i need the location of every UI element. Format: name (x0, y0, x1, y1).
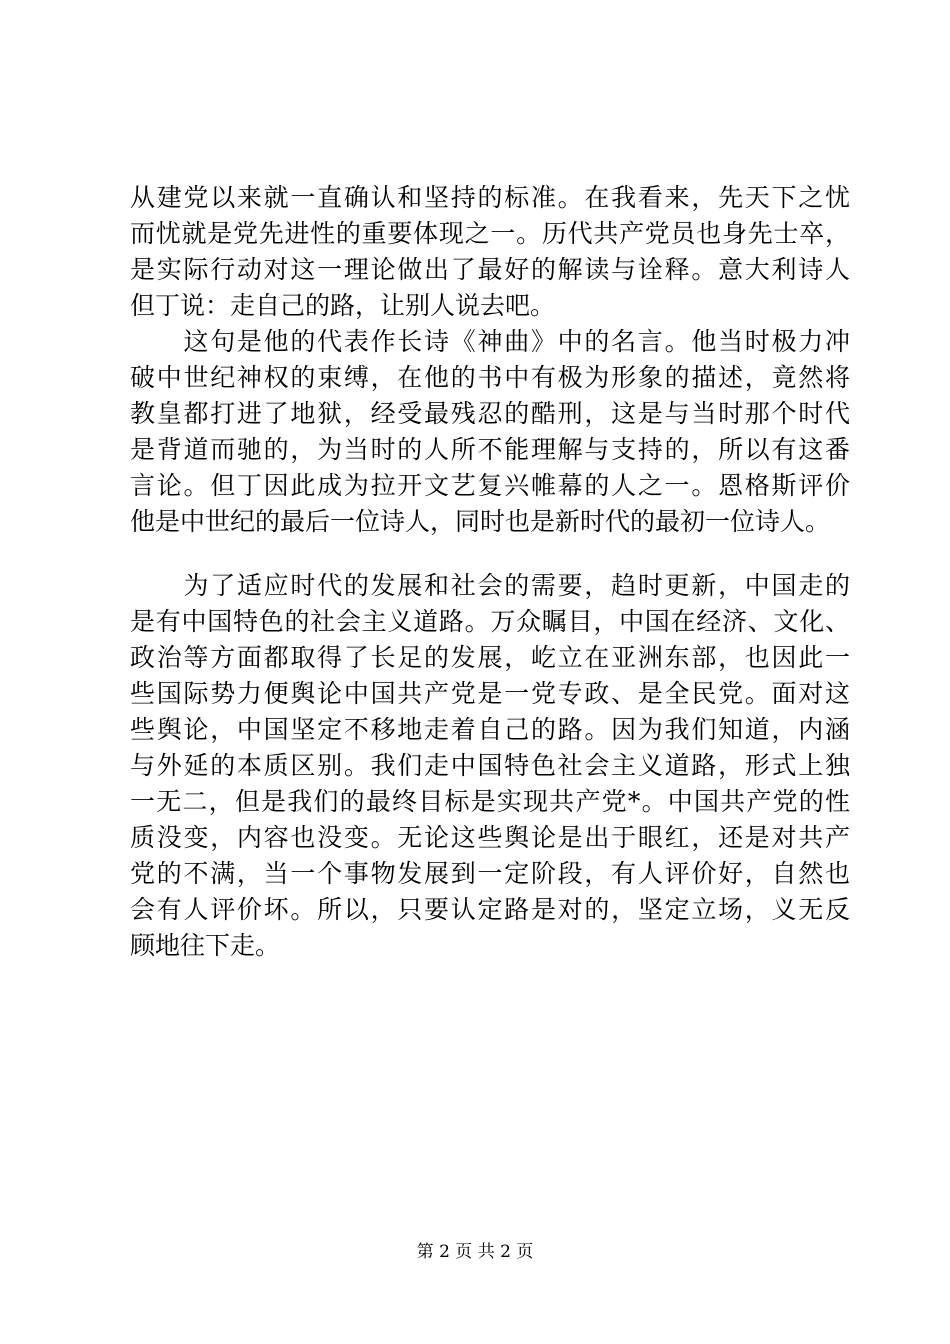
paragraph-1 (130, 180, 850, 324)
text-line: 是背道而驰的，为当时的人所不能理解与支持的，所以有这番 (130, 435, 850, 464)
paragraph-3 (130, 568, 850, 964)
text-line: 质没变，内容也没变。无论这些舆论是出于眼红，还是对共产 (130, 823, 850, 852)
text-line: 是实际行动对这一理论做出了最好的解读与诠释。意大利诗人 (130, 255, 850, 284)
text-line: 些舆论，中国坚定不移地走着自己的路。因为我们知道，内涵 (130, 715, 850, 744)
text-line: 政治等方面都取得了长足的发展，屹立在亚洲东部，也因此一 (130, 643, 850, 672)
text-line: 而忧就是党先进性的重要体现之一。历代共产党员也身先士卒， (130, 219, 850, 248)
text-line: 顾地往下走。 (130, 931, 281, 960)
paragraph-2 (130, 324, 850, 540)
document-body (130, 180, 850, 964)
paragraph-spacer (130, 540, 850, 568)
text-line: 为了适应时代的发展和社会的需要，趋时更新，中国走的 (130, 571, 850, 600)
text-line: 但丁说：走自己的路，让别人说去吧。 (130, 291, 556, 320)
page-number-footer: 第 2 页 共 2 页 (416, 1242, 534, 1262)
text-line: 这句是他的代表作长诗《神曲》中的名言。他当时极力冲 (130, 327, 850, 356)
text-line: 一无二，但是我们的最终目标是实现共产党*。中国共产党的性 (130, 787, 850, 816)
text-line: 些国际势力便舆论中国共产党是一党专政、是全民党。面对这 (130, 679, 850, 708)
text-line: 与外延的本质区别。我们走中国特色社会主义道路，形式上独 (130, 751, 850, 780)
text-line: 教皇都打进了地狱，经受最残忍的酷刑，这是与当时那个时代 (130, 399, 850, 428)
text-line: 从建党以来就一直确认和坚持的标准。在我看来，先天下之忧 (130, 183, 850, 212)
text-line: 党的不满，当一个事物发展到一定阶段，有人评价好，自然也 (130, 859, 850, 888)
text-line: 是有中国特色的社会主义道路。万众瞩目，中国在经济、文化、 (130, 607, 850, 636)
text-line: 会有人评价坏。所以，只要认定路是对的，坚定立场，义无反 (130, 895, 850, 924)
text-line: 破中世纪神权的束缚，在他的书中有极为形象的描述，竟然将 (130, 363, 850, 392)
text-line: 言论。但丁因此成为拉开文艺复兴帷幕的人之一。恩格斯评价 (130, 471, 850, 500)
text-line: 他是中世纪的最后一位诗人，同时也是新时代的最初一位诗人。 (130, 507, 831, 536)
